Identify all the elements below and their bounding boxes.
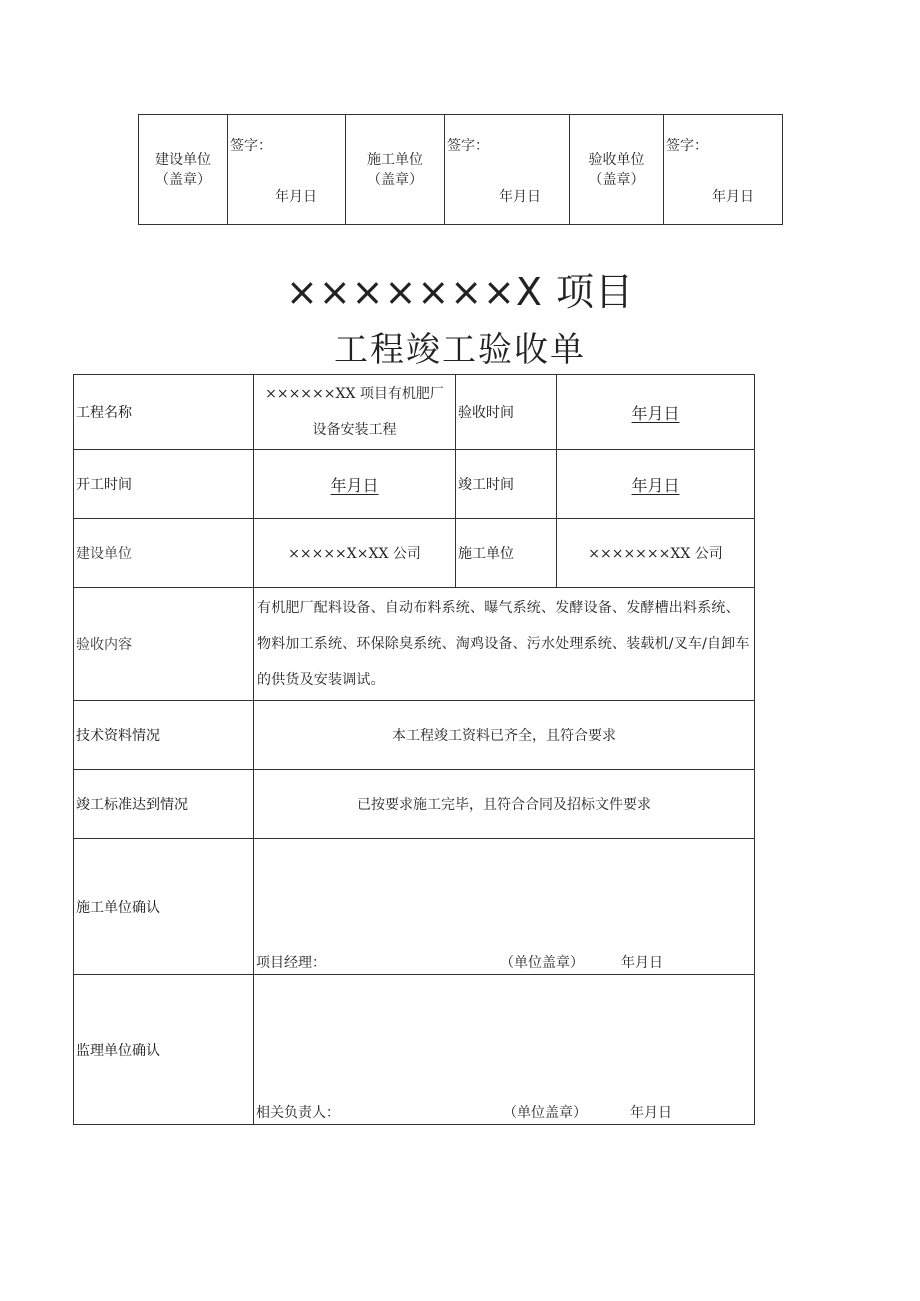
completion-time-value: 年月日 <box>631 475 680 495</box>
supervision-confirm-seal: （单位盖章） <box>503 1105 587 1121</box>
construction-unit-name: 施工单位 <box>367 151 423 168</box>
standard-value[interactable]: 已按要求施工完毕，且符合合同及招标文件要求 <box>254 770 755 839</box>
owner-sign-label: 签字： <box>230 138 272 154</box>
document-title-project: ×××××××X 项目 <box>286 270 634 314</box>
start-time-cell[interactable] <box>254 450 456 519</box>
table-row <box>74 701 755 770</box>
construction-unit-seal: （盖章） <box>367 171 423 188</box>
acceptance-sign-date: 年月日 <box>712 189 754 205</box>
supervision-confirm-cell[interactable] <box>254 975 755 1125</box>
construction-confirm-label: 施工单位确认 <box>74 839 254 975</box>
owner-unit-cell <box>139 115 228 225</box>
tech-docs-value[interactable]: 本工程竣工资料已齐全，且符合要求 <box>254 701 755 770</box>
construction-unit-value[interactable]: ×××××××XX 公司 <box>557 519 755 588</box>
acceptance-unit-seal: （盖章） <box>588 171 645 188</box>
completion-time-cell[interactable] <box>557 450 755 519</box>
completion-time-label: 竣工时间 <box>456 450 557 519</box>
table-row <box>74 770 755 839</box>
table-row <box>74 975 755 1125</box>
owner-sign-date: 年月日 <box>275 189 317 205</box>
acceptance-time-cell[interactable] <box>557 375 755 450</box>
project-name-label: 工程名称 <box>74 375 254 450</box>
owner-unit-name: 建设单位 <box>155 151 211 168</box>
acceptance-sign-cell[interactable] <box>664 115 783 225</box>
table-row <box>74 450 755 519</box>
acceptance-sign-label: 签字： <box>666 138 708 154</box>
owner-sign-cell[interactable] <box>228 115 346 225</box>
content-value[interactable]: 有机肥厂配料设备、自动布料系统、曝气系统、发酵设备、发酵槽出料系统、物料加工系统、环保除臭系统、淘鸡设备、污水处理系统、装载机/叉车/自卸车的供货及安装调试。 <box>254 588 755 701</box>
owner-unit-seal: （盖章） <box>155 171 211 188</box>
table-row <box>74 588 755 701</box>
project-name-value[interactable]: ××××××XX 项目有机肥厂设备安装工程 <box>254 375 456 450</box>
construction-sign-cell[interactable] <box>445 115 570 225</box>
table-row <box>74 375 755 450</box>
construction-unit-cell <box>346 115 445 225</box>
start-time-label: 开工时间 <box>74 450 254 519</box>
table-row <box>74 839 755 975</box>
table-row <box>74 519 755 588</box>
start-time-value: 年月日 <box>330 475 379 495</box>
supervision-confirm-date: 年月日 <box>630 1105 672 1121</box>
acceptance-unit-name: 验收单位 <box>588 151 645 168</box>
acceptance-unit-cell <box>570 115 664 225</box>
construction-confirm-date: 年月日 <box>621 955 663 971</box>
construction-confirm-person: 项目经理： <box>256 955 326 971</box>
standard-label: 竣工标准达到情况 <box>74 770 254 839</box>
supervision-confirm-label: 监理单位确认 <box>74 975 254 1125</box>
owner-unit-label: 建设单位 <box>74 519 254 588</box>
construction-unit-label: 施工单位 <box>456 519 557 588</box>
construction-confirm-seal: （单位盖章） <box>500 955 584 971</box>
construction-sign-label: 签字： <box>447 138 489 154</box>
construction-confirm-cell[interactable] <box>254 839 755 975</box>
signature-table <box>138 114 783 225</box>
owner-unit-value[interactable]: ×××××X×XX 公司 <box>254 519 456 588</box>
content-label: 验收内容 <box>74 588 254 701</box>
tech-docs-label: 技术资料情况 <box>74 701 254 770</box>
acceptance-form-table <box>73 374 755 1125</box>
acceptance-time-label: 验收时间 <box>456 375 557 450</box>
construction-sign-date: 年月日 <box>499 189 541 205</box>
acceptance-time-value: 年月日 <box>631 403 680 423</box>
document-title-form: 工程竣工验收单 <box>334 330 586 370</box>
supervision-confirm-person: 相关负责人： <box>256 1105 340 1121</box>
